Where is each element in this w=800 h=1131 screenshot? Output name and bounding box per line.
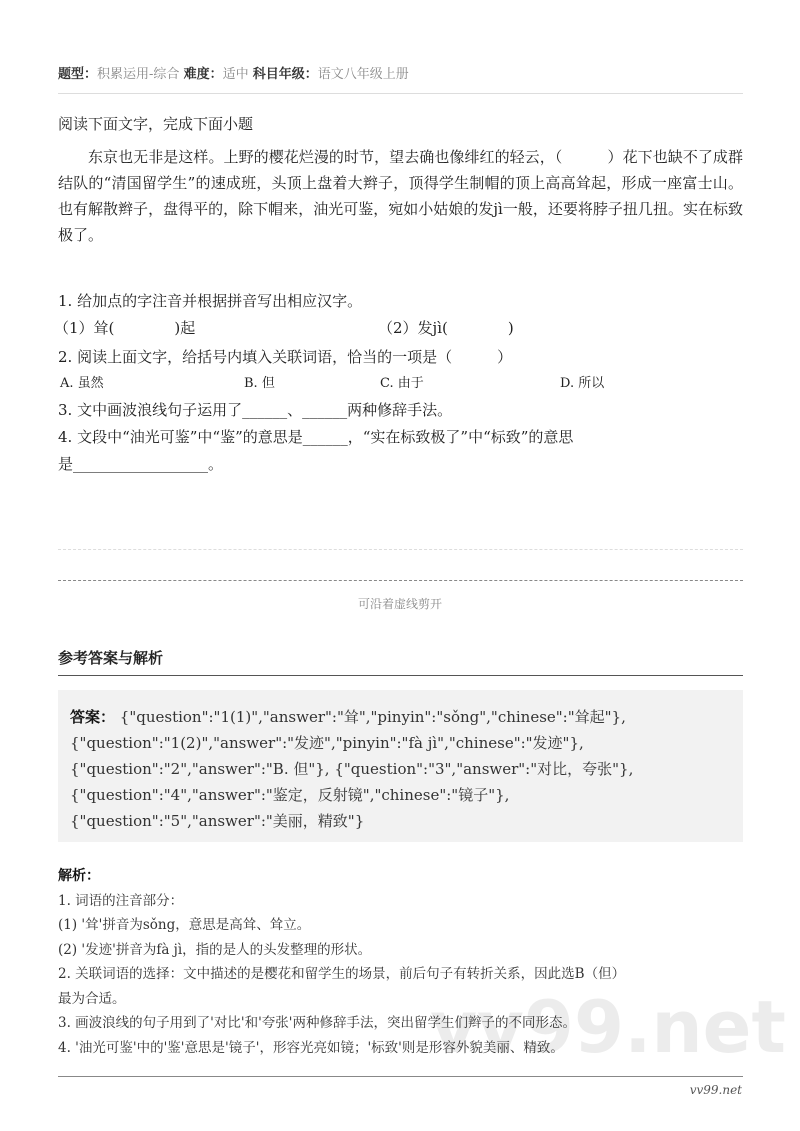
cut-line [58,580,743,581]
option-b: B. 但 [244,376,275,391]
analysis [58,864,625,1060]
answer-box [58,690,743,842]
passage-text: 东京也无非是这样。上野的樱花烂漫的时节，望去确也像绯红的轻云，（ ）花下也缺不了成群结队的“清国留学生”的速成班，头顶上盘着大辫子，顶得学生制帽的顶上高高耸起，形成一座富士山。也有解散辫子，盘得平的，除下帽来，油光可鉴，宛如小姑娘的发jì一般，还要将脖子扭几扭。实在标致极了。 [58,148,743,244]
header-divider [58,93,743,94]
question-4-line2: 是__________________。 [58,455,224,473]
question-1: 1. 给加点的字注音并根据拼音写出相应汉字。 [58,292,363,310]
difficulty-label: 难度： [183,67,223,82]
watermark: vv99.net [430,985,786,1069]
light-dashed-line [58,549,743,550]
question-1-2: （2）发jì( ) [378,319,514,337]
answer-line: {"question":"4","answer":"鉴定，反射镜","chinese":"镜子"}, [70,786,510,804]
answer-line: {"question":"1(2)","answer":"发迹","pinyin":"fà jì","chinese":"发迹"}, [70,734,584,752]
difficulty-value: 适中 [222,67,249,82]
footer-divider [58,1076,743,1077]
question-3: 3. 文中画波浪线句子运用了______、______两种修辞手法。 [58,401,453,419]
analysis-line: 2. 关联词语的选择：文中描述的是樱花和留学生的场景，前后句子有转折关系，因此选B（但） [58,966,626,982]
question-4-line1: 4. 文段中“油光可鉴”中“鉴”的意思是______，“实在标致极了”中“标致”的意思 [58,428,574,446]
analysis-line: 最为合适。 [58,990,126,1007]
instruction: 阅读下面文字，完成下面小题 [58,115,254,133]
answer-line: {"question":"2","answer":"B. 但"}, {"question":"3","answer":"对比，夸张"}, [70,760,634,778]
grade-value: 语文八年级上册 [317,67,409,82]
question-2: 2. 阅读上面文字，给括号内填入关联词语，恰当的一项是（ ） [58,348,513,366]
analysis-line: 4. '油光可鉴'中的'鉴'意思是'镜子'，形容光亮如镜；'标致'则是形容外貌美丽、精致。 [58,1039,564,1056]
option-d: D. 所以 [560,376,605,391]
analysis-line: 1. 词语的注音部分： [58,892,184,909]
question-1-1: （1）耸( )起 [54,319,196,337]
answer-label: 答案： [70,708,116,726]
analysis-line: (1) '耸'拼音为sǒng，意思是高耸、耸立。 [58,917,311,933]
answer-section-title: 参考答案与解析 [58,649,164,667]
cut-hint: 可沿着虚线剪开 [357,597,442,611]
grade-label: 科目年级： [252,67,318,82]
option-a: A. 虽然 [60,376,104,391]
option-c: C. 由于 [380,376,424,391]
answer-line: 答案： {"question":"1(1)","answer":"耸","pinyin":"sǒng","chinese":"耸起"}, [70,708,626,726]
footer-site: vv99.net [689,1083,742,1097]
analysis-line: (2) '发迹'拼音为fà jì，指的是人的头发整理的形状。 [58,941,372,958]
type-label: 题型： [58,67,98,82]
analysis-line: 3. 画波浪线的句子用到了'对比'和'夸张'两种修辞手法，突出留学生们辫子的不同形态。 [58,1015,577,1031]
type-value: 积累运用-综合 [97,67,180,82]
section-divider [58,675,743,676]
passage [58,144,743,248]
question-meta [58,63,409,82]
answer-line: {"question":"5","answer":"美丽，精致"} [70,812,365,830]
analysis-label: 解析： [58,868,100,884]
